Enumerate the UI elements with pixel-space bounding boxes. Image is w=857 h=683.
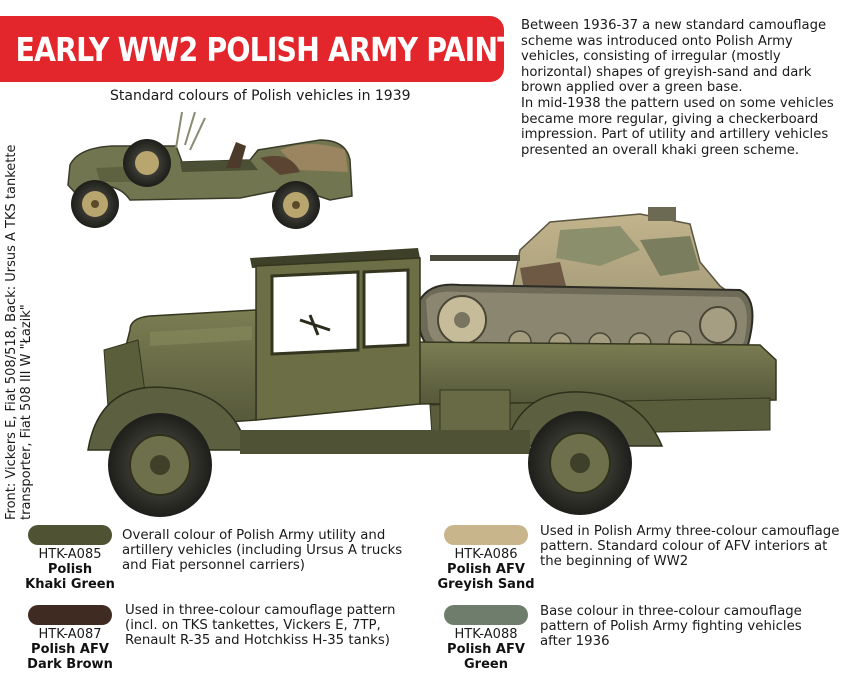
paint-code-a088	[426, 627, 546, 672]
swatch-green	[444, 605, 528, 625]
swatch-khaki-green	[28, 525, 112, 545]
swatch-greyish-sand	[444, 525, 528, 545]
intro-paragraph-2: In mid-1938 the pattern used on some vehicles became more regular, giving a checkerboard impression. Part of utility and artillery vehicles presented an overall khaki green scheme.	[521, 95, 834, 158]
paint-code-a087	[10, 627, 130, 672]
paint-code: HTK-A085	[38, 547, 102, 562]
paint-name-line: Khaki Green	[25, 577, 115, 592]
paint-name-line: Dark Brown	[27, 657, 113, 672]
paint-description-a085: Overall colour of Polish Army utility and artillery vehicles (including Ursus A trucks and Fiat personnel carriers)	[122, 528, 403, 573]
swatch-dark-brown	[28, 605, 112, 625]
paint-name-line: Greyish Sand	[437, 577, 535, 592]
paint-name-line: Polish	[47, 562, 93, 577]
paint-description-a088: Base colour in three-colour camouflage pattern of Polish Army fighting vehicles after 1936	[540, 604, 802, 649]
paint-description-a086: Used in Polish Army three-colour camouflage pattern. Standard colour of AFV interiors at the beginning of WW2	[540, 524, 840, 569]
paint-description-a087: Used in three-colour camouflage pattern (incl. on TKS tankettes, Vickers E, 7TP, Renault R-35 and Hotchkiss H-35 tanks)	[125, 603, 396, 648]
page-title: EARLY WW2 POLISH ARMY PAINT SET	[15, 29, 582, 69]
paint-name-line: Green	[464, 657, 508, 672]
paint-code: HTK-A088	[454, 627, 518, 642]
paint-name-line: Polish AFV	[447, 562, 525, 577]
vehicle-caption-line-2: transporter, Fiat 508 III W "Łazik"	[19, 304, 34, 520]
paint-code-a085	[10, 547, 130, 592]
intro-paragraph-1: Between 1936-37 a new standard camouflage scheme was introduced onto Polish Army vehicles, consisting of irregular (mostly horizontal) shapes of greyish-sand and dark brown applied over a green base.	[521, 18, 827, 96]
tks-tankette	[420, 207, 753, 360]
fiat-car	[68, 112, 352, 229]
paint-code: HTK-A087	[38, 627, 102, 642]
vehicle-caption-line-1: Front: Vickers E, Fiat 508/518, Back: Ursus A TKS tankette	[4, 144, 19, 520]
paint-name-line: Polish AFV	[447, 642, 525, 657]
page-subtitle: Standard colours of Polish vehicles in 1939	[110, 88, 411, 104]
paint-name-line: Polish AFV	[31, 642, 109, 657]
paint-code-a086	[426, 547, 546, 592]
paint-code: HTK-A086	[454, 547, 518, 562]
